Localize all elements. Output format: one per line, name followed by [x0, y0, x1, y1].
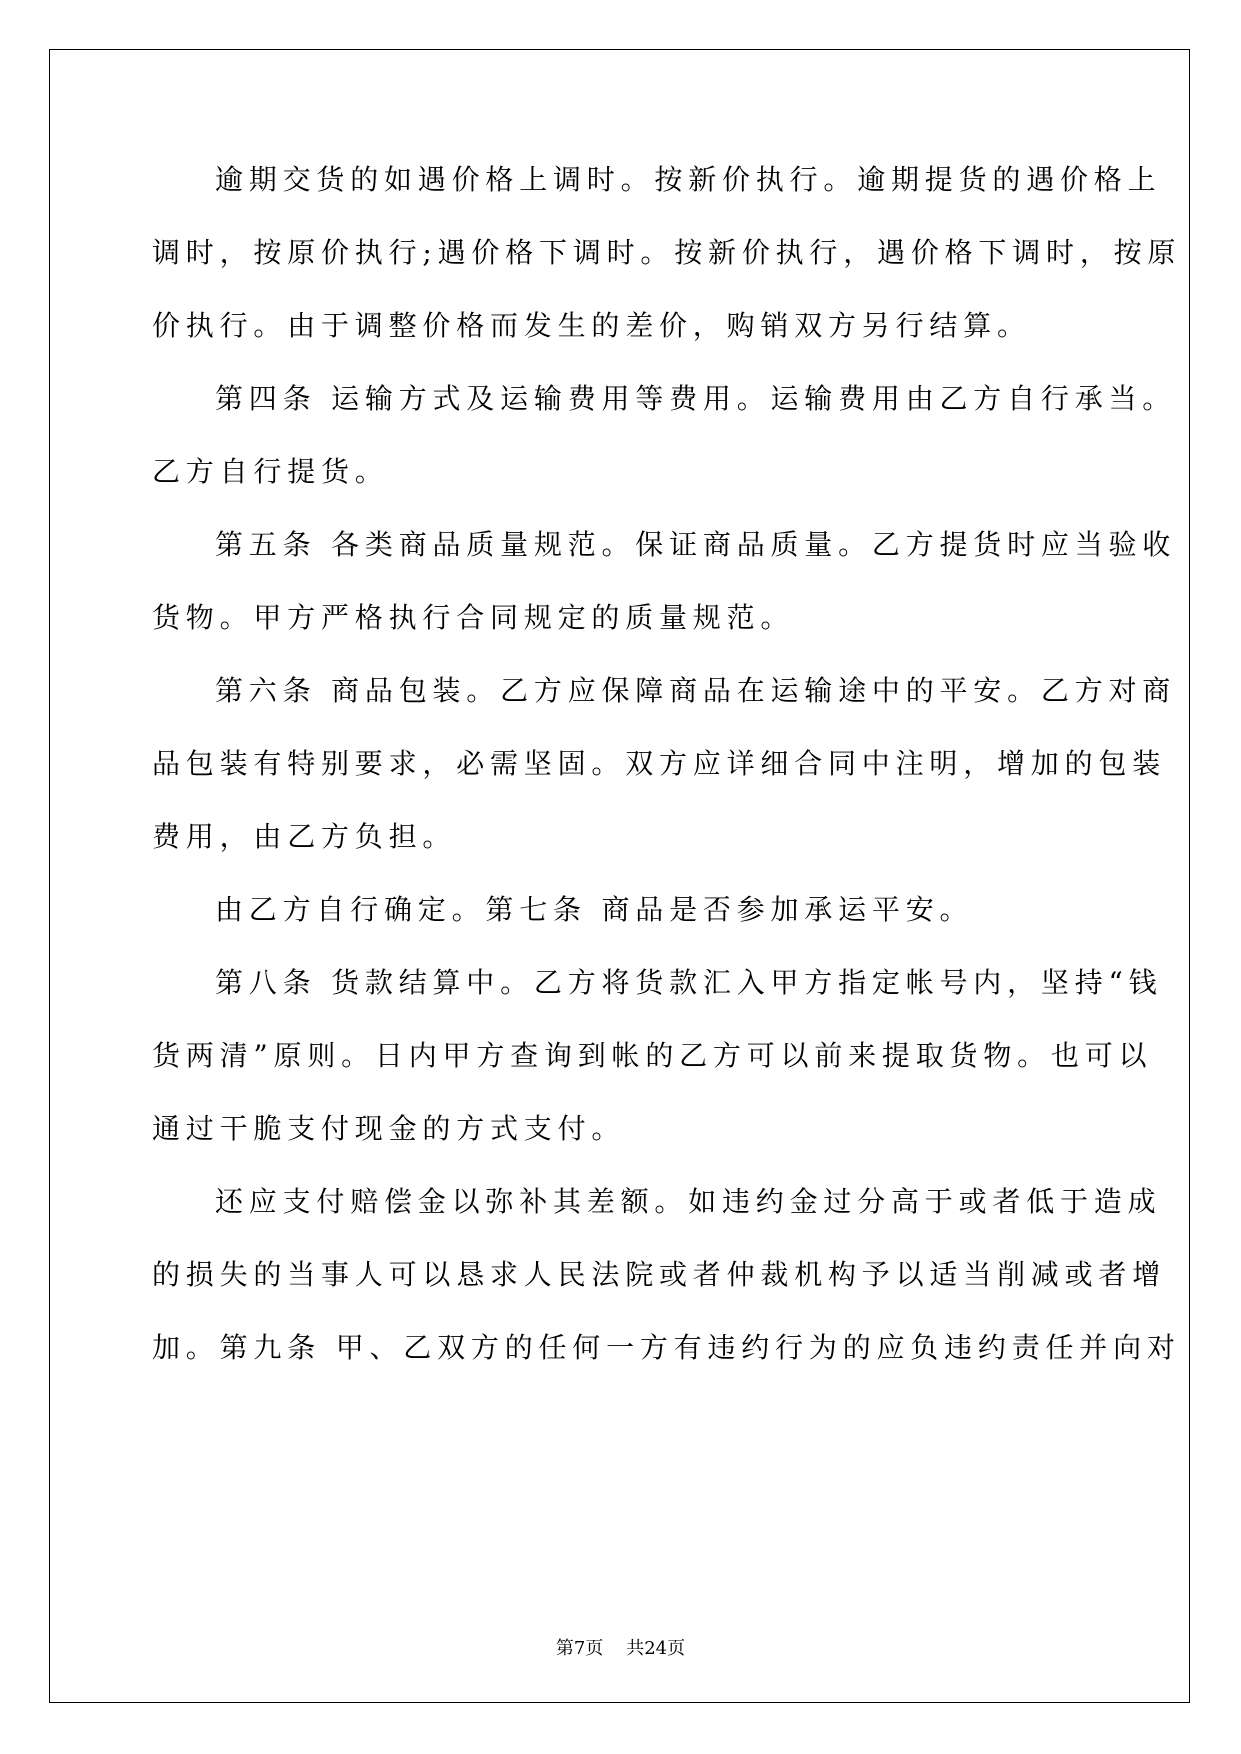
- text-line: 货物。甲方严格执行合同规定的质量规范。: [152, 601, 795, 634]
- text-line: 品包装有特别要求，必需坚固。双方应详细合同中注明，增加的包装: [152, 747, 1167, 780]
- text-line: 第四条 运输方式及运输费用等费用。运输费用由乙方自行承当。: [215, 382, 1177, 415]
- text-line: 费用，由乙方负担。: [152, 820, 457, 853]
- page-footer: [0, 1637, 1241, 1661]
- text-line: 还应支付赔偿金以弥补其差额。如违约金过分高于或者低于造成: [215, 1185, 1162, 1218]
- text-line: 第五条 各类商品质量规范。保证商品质量。乙方提货时应当验收: [215, 528, 1177, 561]
- text-line: 由乙方自行确定。第七条 商品是否参加承运平安。: [215, 893, 974, 926]
- text-line: 调时，按原价执行;遇价格下调时。按新价执行，遇价格下调时，按原: [152, 236, 1182, 269]
- text-line: 乙方自行提货。: [152, 455, 389, 488]
- text-line: 逾期交货的如遇价格上调时。按新价执行。逾期提货的遇价格上: [215, 163, 1162, 196]
- text-line: 货两清”原则。日内甲方查询到帐的乙方可以前来提取货物。也可以: [152, 1039, 1153, 1072]
- page-border: [49, 49, 1190, 1703]
- text-line: 加。第九条 甲、乙双方的任何一方有违约行为的应负违约责任并向对: [152, 1331, 1181, 1364]
- page-total: 共24页: [626, 1638, 686, 1659]
- text-line: 的损失的当事人可以恳求人民法院或者仲裁机构予以适当削减或者增: [152, 1258, 1167, 1291]
- text-line: 价执行。由于调整价格而发生的差价，购销双方另行结算。: [152, 309, 1031, 342]
- text-line: 第八条 货款结算中。乙方将货款汇入甲方指定帐号内，坚持“钱: [215, 966, 1163, 999]
- text-line: 第六条 商品包装。乙方应保障商品在运输途中的平安。乙方对商: [215, 674, 1177, 707]
- page-number: 第7页: [555, 1638, 604, 1659]
- text-line: 通过干脆支付现金的方式支付。: [152, 1112, 626, 1145]
